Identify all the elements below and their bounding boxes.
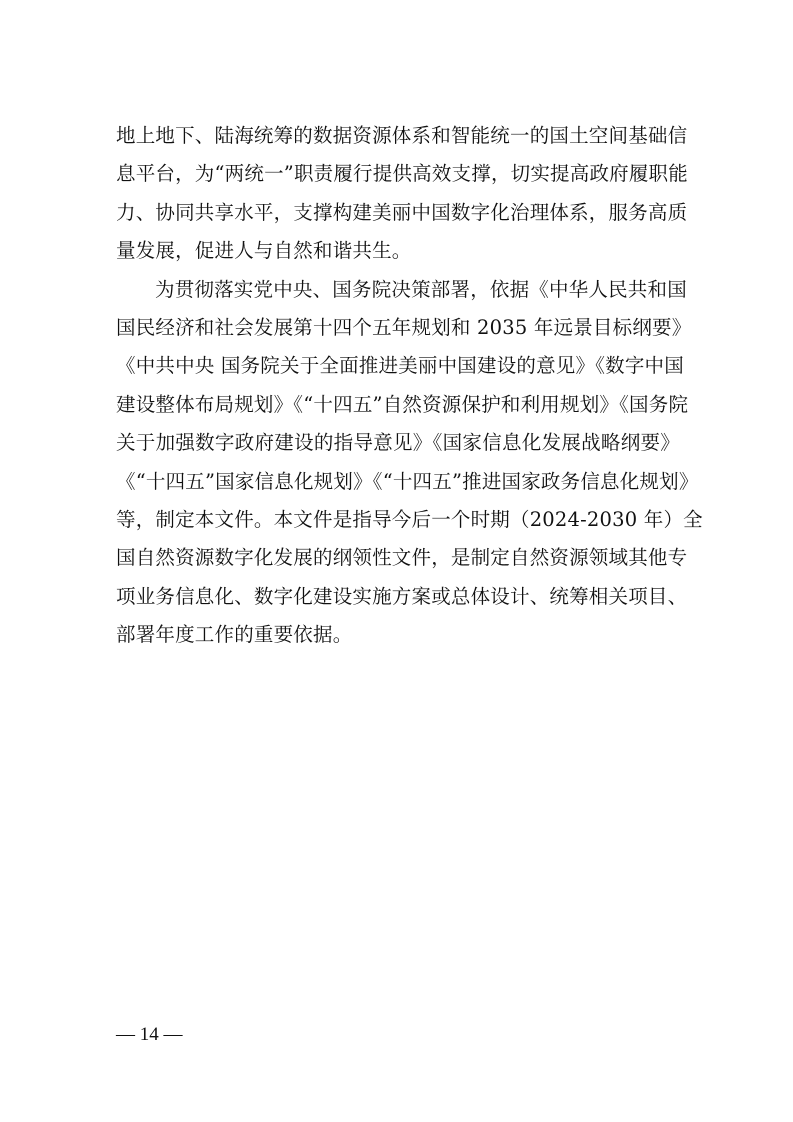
text-line: 息平台，为“两统一”职责履行提供高效支撑，切实提高政府履职能: [116, 162, 688, 186]
text-line: 关于加强数字政府建设的指导意见》《国家信息化发展战略纲要》: [116, 431, 680, 455]
text-line: 国自然资源数字化发展的纲领性文件，是制定自然资源领域其他专: [116, 546, 688, 570]
text-line: 力、协同共享水平，支撑构建美丽中国数字化治理体系，服务高质: [116, 200, 688, 224]
paragraph: [116, 271, 703, 655]
paragraph: [116, 117, 688, 271]
page-number: — 14 —: [116, 1024, 183, 1045]
text-line: 为贯彻落实党中央、国务院决策部署，依据《中华人民共和国: [155, 277, 687, 301]
text-line: 地上地下、陆海统筹的数据资源体系和智能统一的国土空间基础信: [116, 124, 688, 147]
text-line: 建设整体布局规划》《“十四五”自然资源保护和利用规划》《国务院: [116, 392, 689, 416]
text-line: 等，制定本文件。本文件是指导今后一个时期（2024-2030 年）全: [116, 507, 703, 531]
text-line: 国民经济和社会发展第十四个五年规划和 2035 年远景目标纲要》: [116, 315, 692, 339]
text-line: 项业务信息化、数字化建设实施方案或总体设计、统筹相关项目、: [116, 584, 688, 608]
text-line: 部署年度工作的重要依据。: [116, 623, 353, 647]
document-body: [116, 117, 703, 654]
text-line: 《“十四五”国家信息化规划》《“十四五”推进国家政务信息化规划》: [116, 469, 699, 493]
text-line: 量发展，促进人与自然和谐共生。: [116, 239, 412, 263]
text-line: 《中共中央 国务院关于全面推进美丽中国建设的意见》《数字中国: [116, 354, 684, 378]
